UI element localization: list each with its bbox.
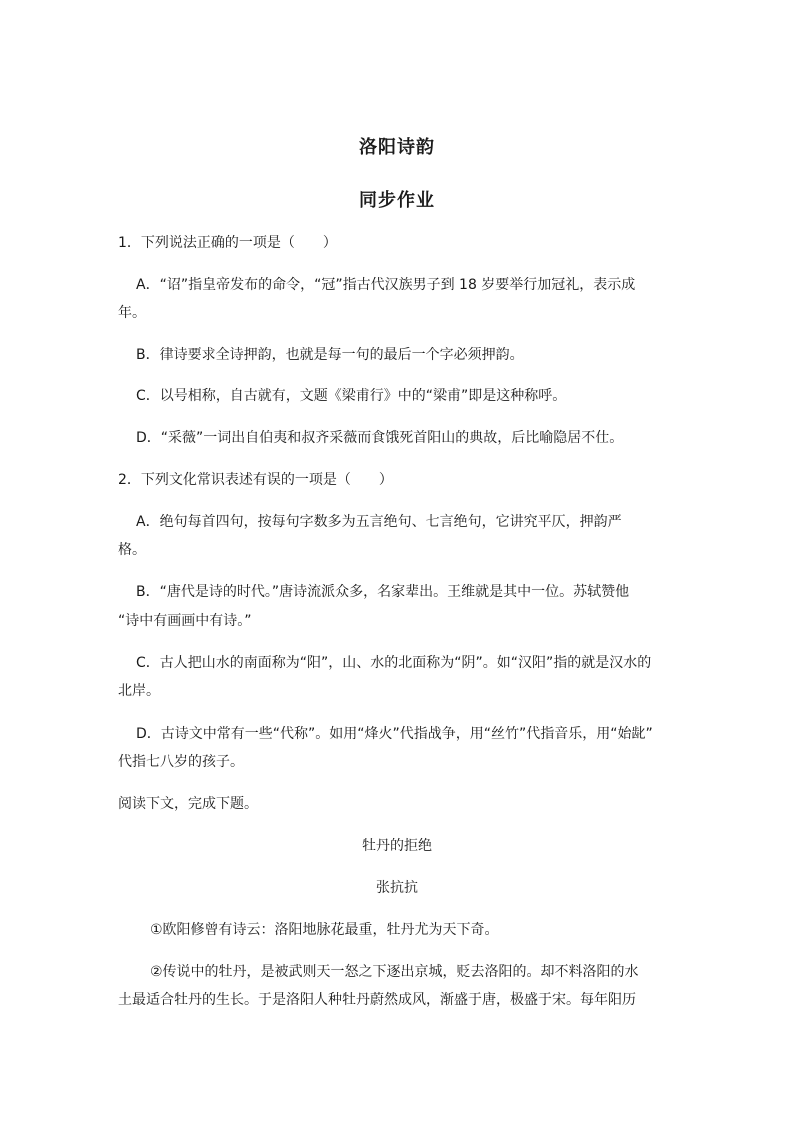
article-paragraph-2: ②传说中的牡丹，是被武则天一怒之下逐出京城，贬去洛阳的。却不料洛阳的水 bbox=[150, 964, 639, 980]
question-2-option-a-continued: 格。 bbox=[118, 542, 146, 558]
question-2-option-c-continued: 北岸。 bbox=[118, 683, 160, 699]
question-1-option-a-continued: 年。 bbox=[118, 305, 146, 321]
reading-instruction: 阅读下文，完成下题。 bbox=[118, 796, 258, 812]
question-1-option-b: B．律诗要求全诗押韵，也就是每一句的最后一个字必须押韵。 bbox=[136, 347, 524, 363]
question-1-stem: 1．下列说法正确的一项是（ ） bbox=[118, 235, 337, 251]
article-author: 张抗抗 bbox=[376, 880, 418, 896]
article-paragraph-2-continued: 土最适合牡丹的生长。于是洛阳人种牡丹蔚然成风，渐盛于唐，极盛于宋。每年阳历 bbox=[118, 992, 636, 1008]
article-paragraph-1: ①欧阳修曾有诗云：洛阳地脉花最重，牡丹尤为天下奇。 bbox=[150, 922, 499, 938]
question-2-option-a: A．绝句每首四句，按每句字数多为五言绝句、七言绝句，它讲究平仄，押韵严 bbox=[136, 514, 622, 530]
question-1-option-c: C．以号相称，自古就有，文题《梁甫行》中的“梁甫”即是这种称呼。 bbox=[136, 388, 567, 404]
question-2-stem: 2．下列文化常识表述有误的一项是（ ） bbox=[118, 472, 393, 488]
question-2-option-d: D．古诗文中常有一些“代称”。如用“烽火”代指战争，用“丝竹”代指音乐，用“始龀” bbox=[136, 726, 653, 742]
question-2-option-b: B．“唐代是诗的时代。”唐诗流派众多，名家辈出。王维就是其中一位。苏轼赞他 bbox=[136, 584, 630, 600]
article-title: 牡丹的拒绝 bbox=[362, 838, 432, 854]
question-2-option-d-continued: 代指七八岁的孩子。 bbox=[118, 754, 244, 770]
page-subtitle: 同步作业 bbox=[359, 190, 435, 211]
question-1-option-a: A．“诏”指皇帝发布的命令，“冠”指古代汉族男子到 18 岁要举行加冠礼，表示成 bbox=[136, 277, 636, 293]
page-title: 洛阳诗韵 bbox=[359, 137, 435, 158]
question-1-option-d: D．“采薇”一词出自伯夷和叔齐采薇而食饿死首阳山的典故，后比喻隐居不仕。 bbox=[136, 430, 624, 446]
question-2-option-c: C．古人把山水的南面称为“阳”，山、水的北面称为“阴”。如“汉阳”指的就是汉水的 bbox=[136, 655, 652, 671]
question-2-option-b-continued: “诗中有画画中有诗。” bbox=[118, 613, 252, 629]
